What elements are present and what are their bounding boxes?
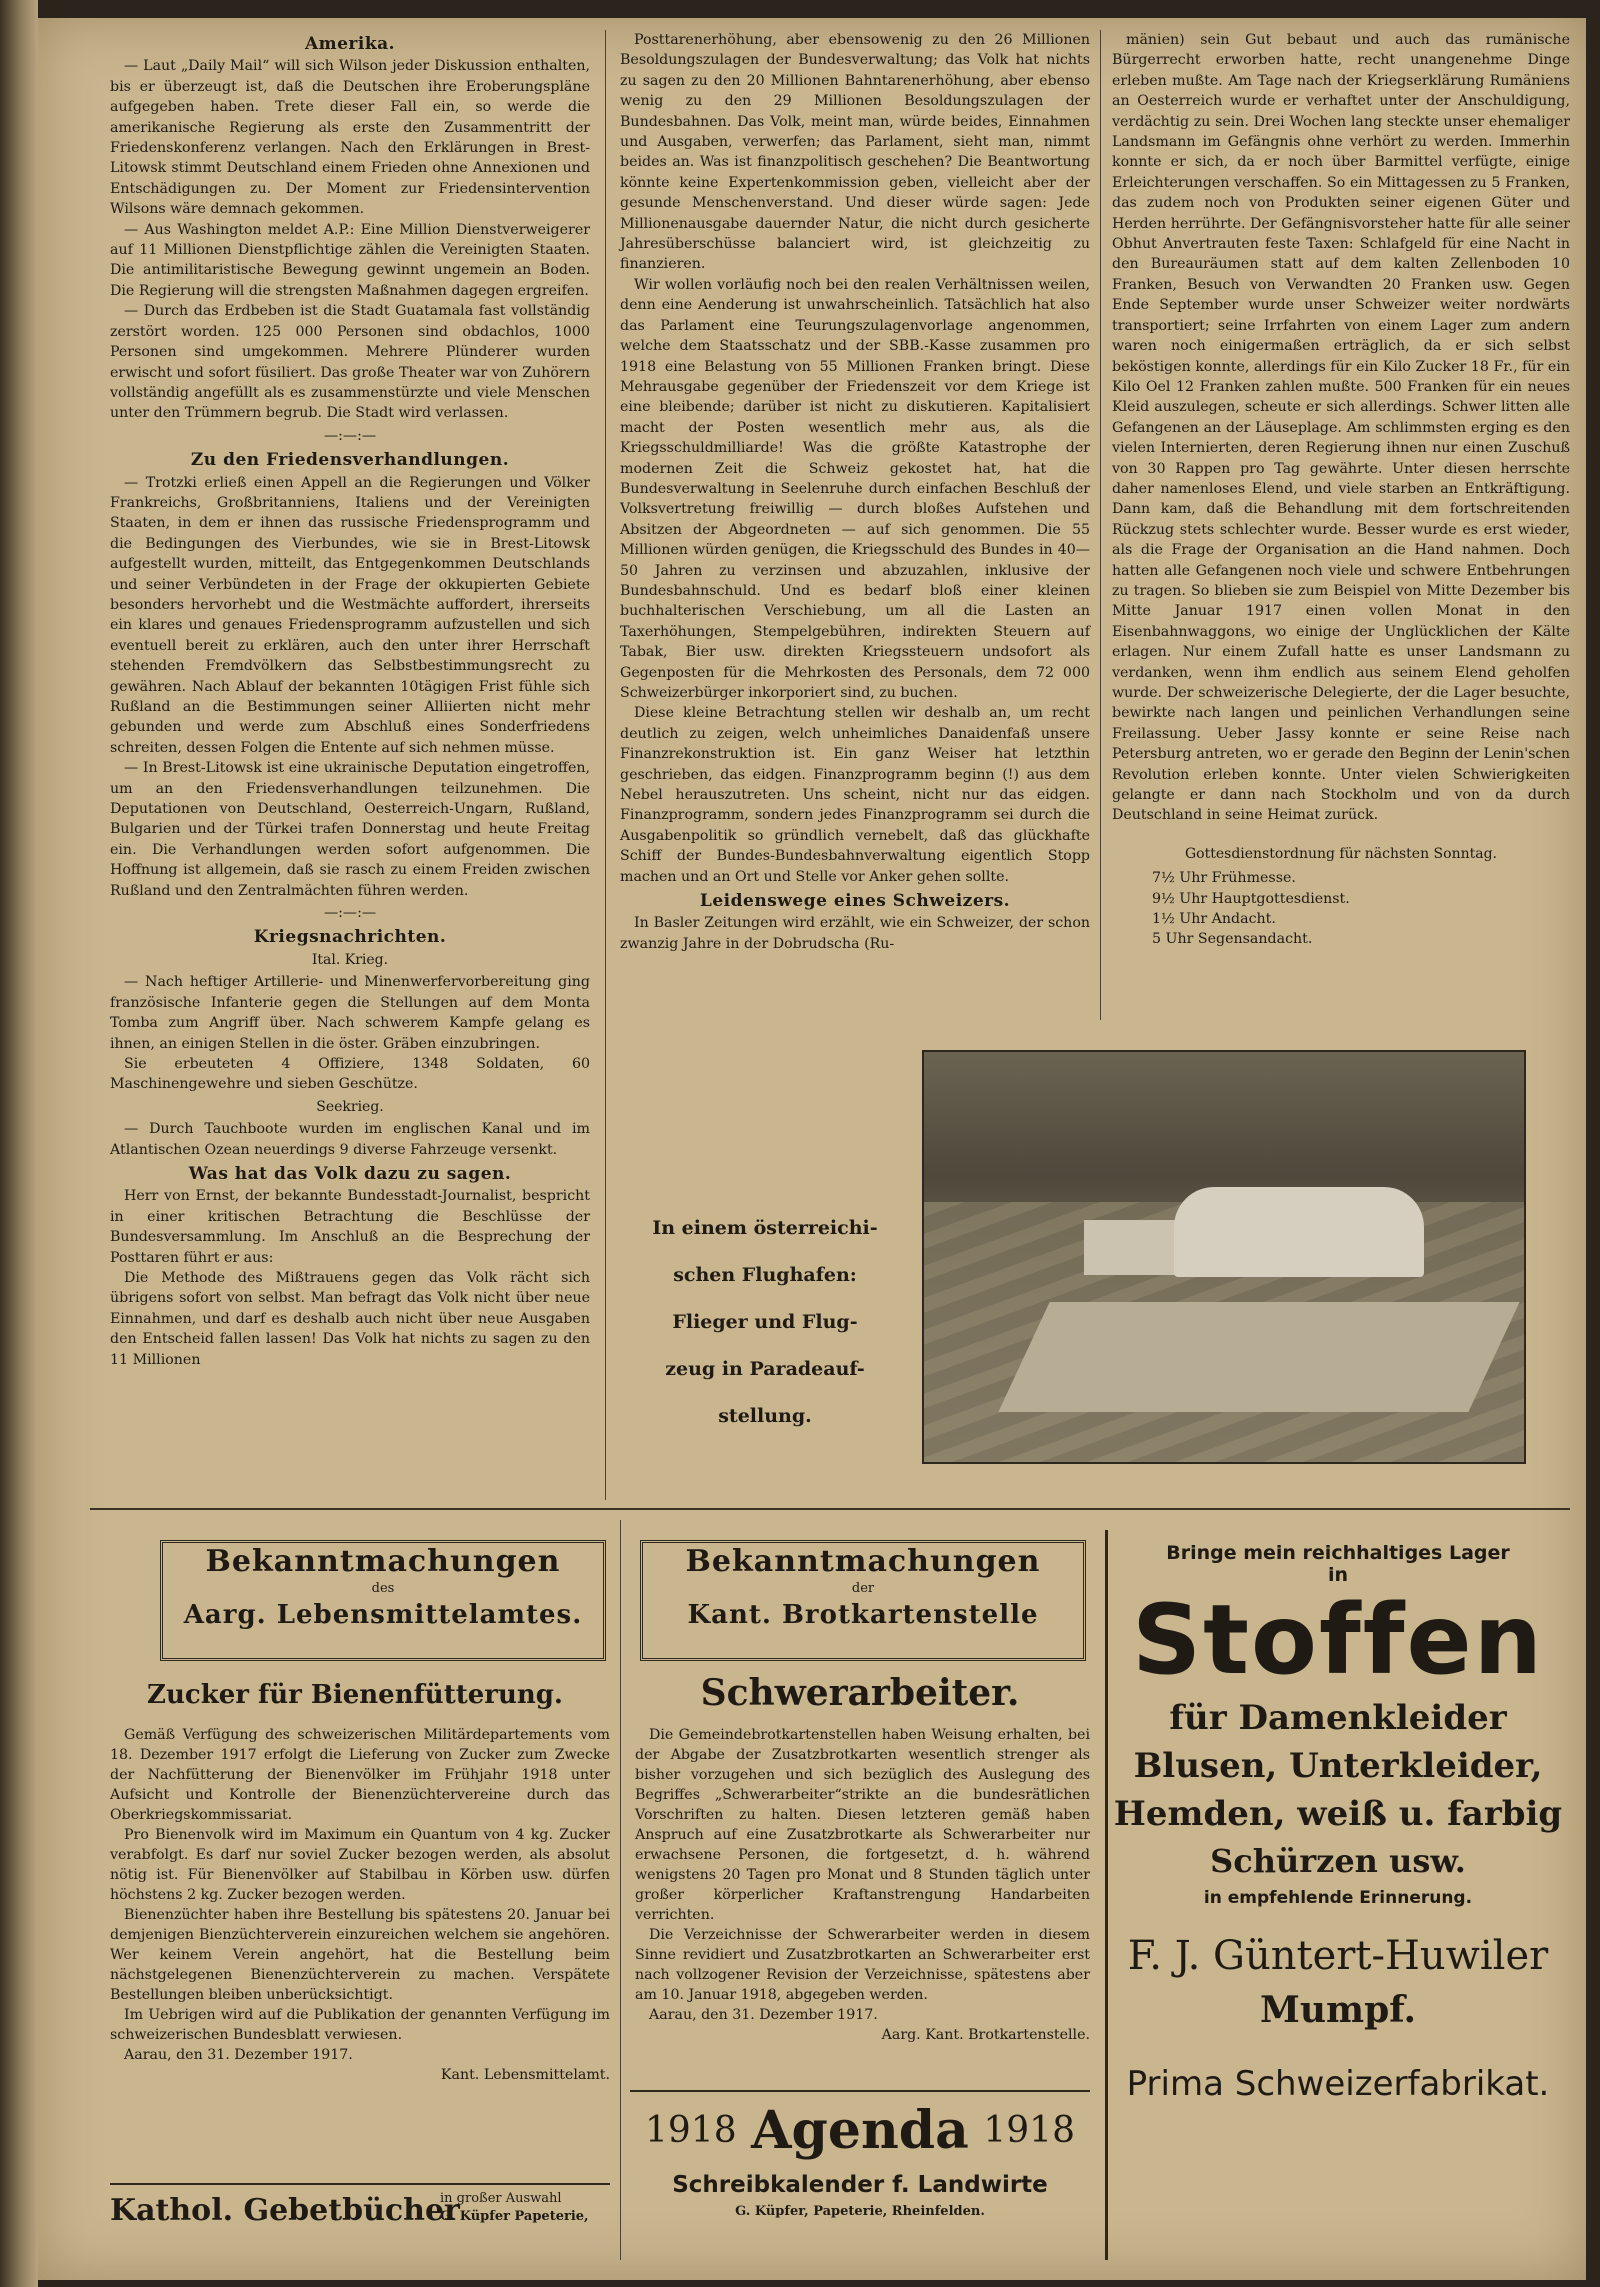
ad-name: F. J. Güntert-Huwiler [1127, 1933, 1549, 1979]
article-paragraph: In Basler Zeitungen wird erzählt, wie ein Schweizer, der schon zwanzig Jahre in der Dobrudscha (Ru- [620, 915, 1090, 952]
separator: —:—:— [323, 905, 377, 922]
ad-box-brotkartenstelle [640, 1540, 1086, 1661]
ad-signature: Kant. Lebensmittelamt. [440, 2067, 610, 2083]
ad-subtitle: Schreibkalender f. Landwirte [672, 2172, 1048, 2198]
service-list [1112, 868, 1570, 950]
ad-town: Mumpf. [1259, 1989, 1417, 2031]
ad-big-text: Kathol. Gebetbücher [110, 2193, 460, 2228]
ad-big-text: Stoffen [1132, 1584, 1544, 1696]
ad-date: Aarau, den 31. Dezember 1917. [649, 2007, 878, 2023]
photo-hangar [1174, 1187, 1424, 1277]
ad-title: Bekanntmachungen [205, 1544, 561, 1579]
ad-line: für Damenkleider [1169, 1698, 1507, 1738]
service-item: 5 Uhr Segensandacht. [1152, 931, 1313, 948]
ad-paragraph: Im Uebrigen wird auf die Publikation der genannten Verfügung im schweizerischen Bundesblatt verwiesen. [110, 2007, 610, 2043]
ad-line: Hemden, weiß u. farbig [1113, 1794, 1563, 1834]
ad-paragraph: Gemäß Verfügung des schweizerischen Militärdepartements vom 18. Dezember 1917 erfolgt die Lieferung von Zucker zum Zwecke der Nachfütterung der Bienenvölker im Frühjahr 1918 unter Aufsicht und Kontrolle der Bienenzüchtervereine durch das Oberkriegskommissariat. [110, 1727, 610, 1823]
ad-agenda [630, 2090, 1090, 2237]
article-paragraph: Diese kleine Betrachtung stellen wir deshalb an, um recht deutlich zu zeigen, welch unheimliches Danaidenfaß unsere Finanzrekonstruktion ist. Ein ganz Weiser hat letzthin geschrieben, das eidgen. Finanzprogramm beginn (!) aus dem Nebel herauszutreten. Uns scheint, nicht nur das eidgen. Finanzprogramm, sondern jedes Finanzprogramm sei durch die Ausgabenpolitik so gründlich vernebelt, daß das glückhafte Schiff der Bundes-Bundesbahnverwaltung eigentlich Stopp machen und an Ort und Stelle vor Anker gehen sollte. [620, 705, 1090, 885]
photo-caption [620, 1205, 910, 1440]
ad-small-text: des [371, 1581, 395, 1596]
ad-line: Schürzen usw. [1210, 1842, 1466, 1880]
ad-title: Aarg. Lebensmittelamtes. [183, 1600, 583, 1630]
ad-year: 1918 [983, 2110, 1075, 2151]
article-paragraph: — Durch das Erdbeben ist die Stadt Guatamala fast vollständig zerstört worden. 125 000 Personen sind obdachlos, 1000 Personen sind umgekommen. Mehrere Plünderer wurden erwischt und sofort füsiliert. Das große Theater war von Zuhörern vollständig angefüllt als es zusammenstürzte und viele Menschen unter den Trümmern begrub. Die Stadt wird verlassen. [110, 303, 590, 422]
section-title-kriegsnachrichten: Kriegsnachrichten. [253, 927, 447, 948]
article-paragraph: Posttarenerhöhung, aber ebensowenig zu den 26 Millionen Besoldungszulagen der Bundesverwaltung; das Volk hat nichts zu sagen zu den 20 Millionen Bahntarenerhöhung, aber ebenso wenig zu den 29 Millionen Besoldungszulagen der Bundesbahnen. Das Volk, meint man, würde beides, Einnahmen und Ausgaben, verwerfen; das Parlament, sieht man, nimmt beides an. Was ist finanzpolitisch geschehen? Die Beantwortung könnte keine Expertenkommission geben, vielleicht aber der gesunde Menschenverstand. Und dieser würde sagen: Jede Millionenausgabe dauernder Natur, die nicht durch gesicherte Jahresüberschüsse balanciert wird, ist gleichzeitig zu finanzieren. [620, 32, 1090, 273]
ad-heading-zucker: Zucker für Bienenfütterung. [147, 1680, 563, 1710]
caption-line: In einem österreichi- [652, 1217, 878, 1239]
article-paragraph: Herr von Ernst, der bekannte Bundesstadt-Journalist, bespricht in einer kritischen Betrachtung die Beschlüsse der Bundesversammlung. Im Anschluß an die Besprechung der Posttaren führt er aus: [110, 1188, 590, 1266]
article-paragraph: Die Methode des Mißtrauens gegen das Volk rächt sich übrigens sofort von selbst. Man befragt das Volk nicht über neue Einnahmen, und darf es deshalb auch nicht über neue Ausgaben den Entscheid fallen lassen! Das Volk hat nichts zu sagen zu den 11 Millionen [110, 1269, 590, 1368]
article-paragraph: Wir wollen vorläufig noch bei den realen Verhältnissen weilen, denn eine Aenderung ist unwahrscheinlich. Tatsächlich hat also das Parlament eine Teurungszulagenvorlage angenommen, welche dem Staatsschatz und der SBB.-Kasse zusammen pro 1918 eine Belastung von 55 Millionen Franken bringt. Diese Mehrausgabe gegenüber der Friedenszeit vor dem Kriege ist eine bleibende; darüber ist nicht zu diskutieren. Kapitalisiert macht der Posten wesentlich mehr aus, als die Kriegsschuldmilliarde! Was die größte Katastrophe der modernen Zeit die Schweiz gekostet hat, hat die Bundesverwaltung in Seelenruhe durch einfachen Beschluß der Volksvertretung freiwillig — durch bloßes Aufstehen und Absitzen der Abgeordneten — auf sich genommen. Die 55 Millionen würden genügen, die Kriegsschuld des Bundes in 40—50 Jahren zu verzinsen und abzuzahlen, inklusive der Bundesbahnschuld. Und es bedarf bloß einer kleinen buchhalterischen Verschiebung, um all die Lasten an Taxerhöhungen, Stempelgebühren, indirekten Steuern auf Tabak, Bier usw. direkten Kriegssteuern undsofort als Gegenposten für die Mehrkosten des Personals, dem 72 000 Schweizerbürger inkorporiert sind, zu buchen. [620, 276, 1090, 701]
ad-line: in [1327, 1564, 1349, 1586]
ad-footer: Prima Schweizerfabrikat. [1126, 2064, 1550, 2104]
horizontal-divider [90, 1508, 1570, 1510]
column-divider [620, 1520, 621, 2260]
caption-line: schen Flughafen: [673, 1264, 857, 1286]
ad-date: Aarau, den 31. Dezember 1917. [124, 2047, 353, 2063]
airfield-photo [922, 1050, 1526, 1464]
caption-line: Flieger und Flug- [672, 1311, 858, 1333]
article-paragraph: — Trotzki erließ einen Appell an die Regierungen und Völker Frankreichs, Großbritanniens, Italiens und der Vereinigten Staaten, in dem er ihnen das russische Friedensprogramm und die Bedingungen des Vierbundes, wie sie in Brest-Litowsk aufgestellt wurden, mitteilt, das Entgegenkommen Deutschlands und seiner Verbündeten in der Frage der okkupierten Gebiete besonders hervorhebt und die Westmächte auffordert, ihrerseits ein klares und genaues Friedensprogramm aufzustellen und sich eventuell bereit zu erklären, auch den unter ihrer Herrschaft stehenden Fremdvölkern das Selbstbestimmungsrecht zu gewähren. Nach Ablauf der bekannten 10tägigen Frist fühle sich Rußland an die Bestimmungen seiner Alliierten nicht mehr gebunden und werde zum Abschluß eines Sonderfriedens schreiten, dessen Folgen die Entente auf sich nehmen müsse. [110, 474, 590, 756]
separator: —:—:— [323, 427, 377, 444]
caption-line: zeug in Paradeauf- [665, 1358, 865, 1380]
article-paragraph: — Laut „Daily Mail“ will sich Wilson jeder Diskussion enthalten, bis er überzeugt ist, daß die Deutschen ihre Eroberungspläne aufgegeben haben. Trete dieser Fall ein, so werde die amerikanische Regierung als erste den Zusammentritt der Friedenskonferenz verlangen. Nach den Erklärungen in Brest-Litowsk stimmt Deutschland einem Frieden ohne Annexionen und Entschädigungen zu. Der Moment zur Friedensintervention Wilsons wäre demnach gekommen. [110, 58, 590, 218]
column-3 [1112, 30, 1570, 950]
ad-gebetbuecher [110, 2183, 610, 2235]
ad-heading-schwerarbeiter: Schwerarbeiter. [700, 1672, 1020, 1714]
article-paragraph: mänien) sein Gut bebaut und auch das rumänische Bürgerrecht erworben hatte, recht unangenehme Dinge erleben mußte. Am Tage nach der Kriegserklärung Rumäniens an Oesterreich wurde er verhaftet unter der Anschuldigung, verdächtig zu sein. Drei Wochen lang steckte unser ehemaliger Landsmann im Gefängnis ohne verhört zu werden. Immerhin konnte er sich, da er noch über Barmittel verfügte, einige Erleichterungen verschaffen. So ein Mittagessen zu 5 Franken, das zudem noch von Produkten seiner eigenen Güter und Herden herrührte. Der Gefängnisvorsteher hatte für alle seiner Obhut Anvertrauten feste Taxen: Schlafgeld für eine Nacht in den Bureauräumen statt auf dem kalten Zellenboden 10 Franken, Besuch von Verwandten 20 Franken usw. Gegen Ende September wurde unser Schweizer weiter nordwärts transportiert; seine Irrfahrten von einem Lager zum andern waren noch einigermaßen erträglich, da er sich selbst beköstigen konnte, allerdings für ein Kilo Zucker 18 Fr., für ein Kilo Oel 12 Franken zahlen mußte. 500 Franken für ein neues Kleid auszulegen, scheute er sich allerdings. Schwer litten alle Gefangenen an der Läuseplage. Am schlimmsten erging es den vielen Internierten, deren Regierung ihnen nur einen Zuschuß von 30 Rappen pro Tag gewährte. Unter diesen herrschte daher namenloses Elend, und viele starben an Entkräftigung. Dann kam, daß die Behandlung mit dem fortschreitenden Rückzug stets schlechter wurde. Besser wurde es erst wieder, als die Frage der Organisation an die Hand nahmen. Doch hatten alle Gefangenen noch viele und schwere Entbehrungen zu tragen. So blieben sie zum Beispiel von Mitte Dezember bis Mitte Januar 1917 einen vollen Monat in den Eisenbahnwaggons, wo einige der Unglücklichen der Kälte erlagen. Nur einem Zufall hatte es unser Landsmann zu verdanken, wenn ihm endlich aus seinem Elend geholfen wurde. Der schweizerische Delegierte, der die Lager besuchte, bewirkte nach langen und peinlichen Verhandlungen seine Freilassung. Ueber Jassy konnte er seine Reise nach Petersburg antreten, wo er gerade den Beginn der Lenin'schen Revolution erleben konnte. Unter vielen Schwierigkeiten gelangte er dann nach Stockholm und von da durch Deutschland in seine Heimat zurück. [1112, 32, 1570, 824]
service-item: 1½ Uhr Andacht. [1152, 911, 1276, 928]
column-divider [605, 30, 606, 1500]
section-title-friedensverhandlungen: Zu den Friedensverhandlungen. [190, 450, 510, 471]
section-title-leidenswege: Leidenswege eines Schweizers. [699, 891, 1011, 912]
subheading-ital-krieg: Ital. Krieg. [311, 951, 389, 968]
article-paragraph: — Aus Washington meldet A.P.: Eine Million Dienstverweigerer auf 11 Millionen Dienstpflichtige zählen die Vereinigten Staaten. Die antimilitaristische Bewegung gewinnt ungemein an Boden. Die Regierung will die strengsten Maßnahmen dagegen ergreifen. [110, 221, 590, 299]
article-paragraph: — In Brest-Litowsk ist eine ukrainische Deputation eingetroffen, um an den Friedensverhandlungen teilzunehmen. Die Deputationen von Deutschland, Oesterreich-Ungarn, Rußland, Bulgarien und der Türkei trafen Donnerstag und heute Freitag ein. Die Verhandlungen werden sofort aufgenommen. Die Hoffnung ist allgemein, daß sie rasch zu einem Freiden zwischen Rußland und den Zentralmächten führen werden. [110, 760, 590, 899]
ad-title: Kant. Brotkartenstelle [687, 1600, 1039, 1630]
service-item: 9½ Uhr Hauptgottesdienst. [1152, 890, 1350, 907]
ad-small-text: G. Küpfer, Papeterie, Rheinfelden. [735, 2204, 985, 2219]
article-paragraph: — Durch Tauchboote wurden im englischen Kanal und im Atlantischen Ozean neuerdings 9 diverse Fahrzeuge versenkt. [110, 1121, 590, 1158]
ad-year: 1918 [645, 2110, 737, 2151]
column-1 [110, 30, 590, 1370]
ad-paragraph: Pro Bienenvolk wird im Maximum ein Quantum von 4 kg. Zucker verabfolgt. Es darf nur soviel Zucker bezogen werden, als absolut nötig ist. Für Bienenvölker auf Stabilbau in Körben usw. dürfen höchstens 2 kg. Zucker bezogen werden. [110, 1827, 610, 1903]
ad-line: Blusen, Unterkleider, [1133, 1746, 1543, 1786]
ad2-body [635, 1725, 1090, 2045]
ad-line: in empfehlende Erinnerung. [1203, 1888, 1473, 1908]
ad-paragraph: Die Gemeindebrotkartenstellen haben Weisung erhalten, bei der Abgabe der Zusatzbrotkarten wesentlich strenger als bisher vorzugehen und sich bezüglich des Auslegung des Begriffes „Schwerarbeiter“strikte an die bundesrätlichen Vorschriften zu halten. Diesen letzteren gemäß haben Anspruch auf eine Zusatzbrotkarte als Schwerarbeiter nur erwachsene Personen, die fortgesetzt, d. h. während wenigstens 20 Tagen pro Monat und 8 Stunden täglich unter großer körperlicher Kraftanstrengung Handarbeiten verrichten. [635, 1727, 1090, 1923]
ad-small-text: in großer Auswahl [440, 2191, 562, 2206]
photo-runway [998, 1302, 1519, 1412]
ad-small-text: G. Küpfer Papeterie, [440, 2209, 589, 2224]
ad-paragraph: Die Verzeichnisse der Schwerarbeiter werden in diesem Sinne revidiert und Zusatzbrotkarten an Schwerarbeiter erst nach vollzogener Revision der Verzeichnisse, spätestens aber am 10. Januar 1918, abgegeben werden. [635, 1927, 1090, 2003]
ad-paragraph: Bienenzüchter haben ihre Bestellung bis spätestens 20. Januar bei demjenigen Bienzüchterverein einzureichen welchem sie angehören. Wer keinem Verein angehört, hat die Bestellung beim nächstgelegenen Bienenzüchterverein zu machen. Verspätete Bestellungen bleiben unberücksichtigt. [110, 1907, 610, 2003]
article-paragraph: Sie erbeuteten 4 Offiziere, 1348 Soldaten, 60 Maschinengewehre und sieben Geschütze. [110, 1055, 590, 1093]
ad1-body [110, 1725, 610, 2085]
service-title: Gottesdienstordnung für nächsten Sonntag. [1185, 845, 1497, 862]
subheading-seekrieg: Seekrieg. [316, 1098, 384, 1115]
ad-title: Bekanntmachungen [685, 1544, 1041, 1579]
book-spine [0, 0, 38, 2287]
ad-signature: Aarg. Kant. Brotkartenstelle. [881, 2027, 1090, 2043]
service-item: 7½ Uhr Frühmesse. [1152, 870, 1296, 887]
column-2 [620, 30, 1090, 954]
ad-big-text: Agenda [751, 2100, 969, 2161]
section-title-amerika: Amerika. [304, 34, 396, 54]
caption-line: stellung. [718, 1405, 812, 1427]
section-title-volk: Was hat das Volk dazu zu sagen. [188, 1163, 512, 1184]
column-divider [1100, 30, 1101, 1020]
article-paragraph: — Nach heftiger Artillerie- und Minenwerfervorbereitung ging französische Infanterie gegen die Stellungen auf dem Monta Tomba zum Angriff über. Nach schwerem Kampfe gelang es ihnen, an einigen Stellen in die öster. Gräben einzubringen. [110, 974, 590, 1052]
ad-box-lebensmittelamt [160, 1540, 606, 1661]
ad-small-text: der [851, 1581, 875, 1596]
ad-stoffen [1105, 1530, 1568, 2260]
ad-line: Bringe mein reichhaltiges Lager [1166, 1542, 1510, 1564]
